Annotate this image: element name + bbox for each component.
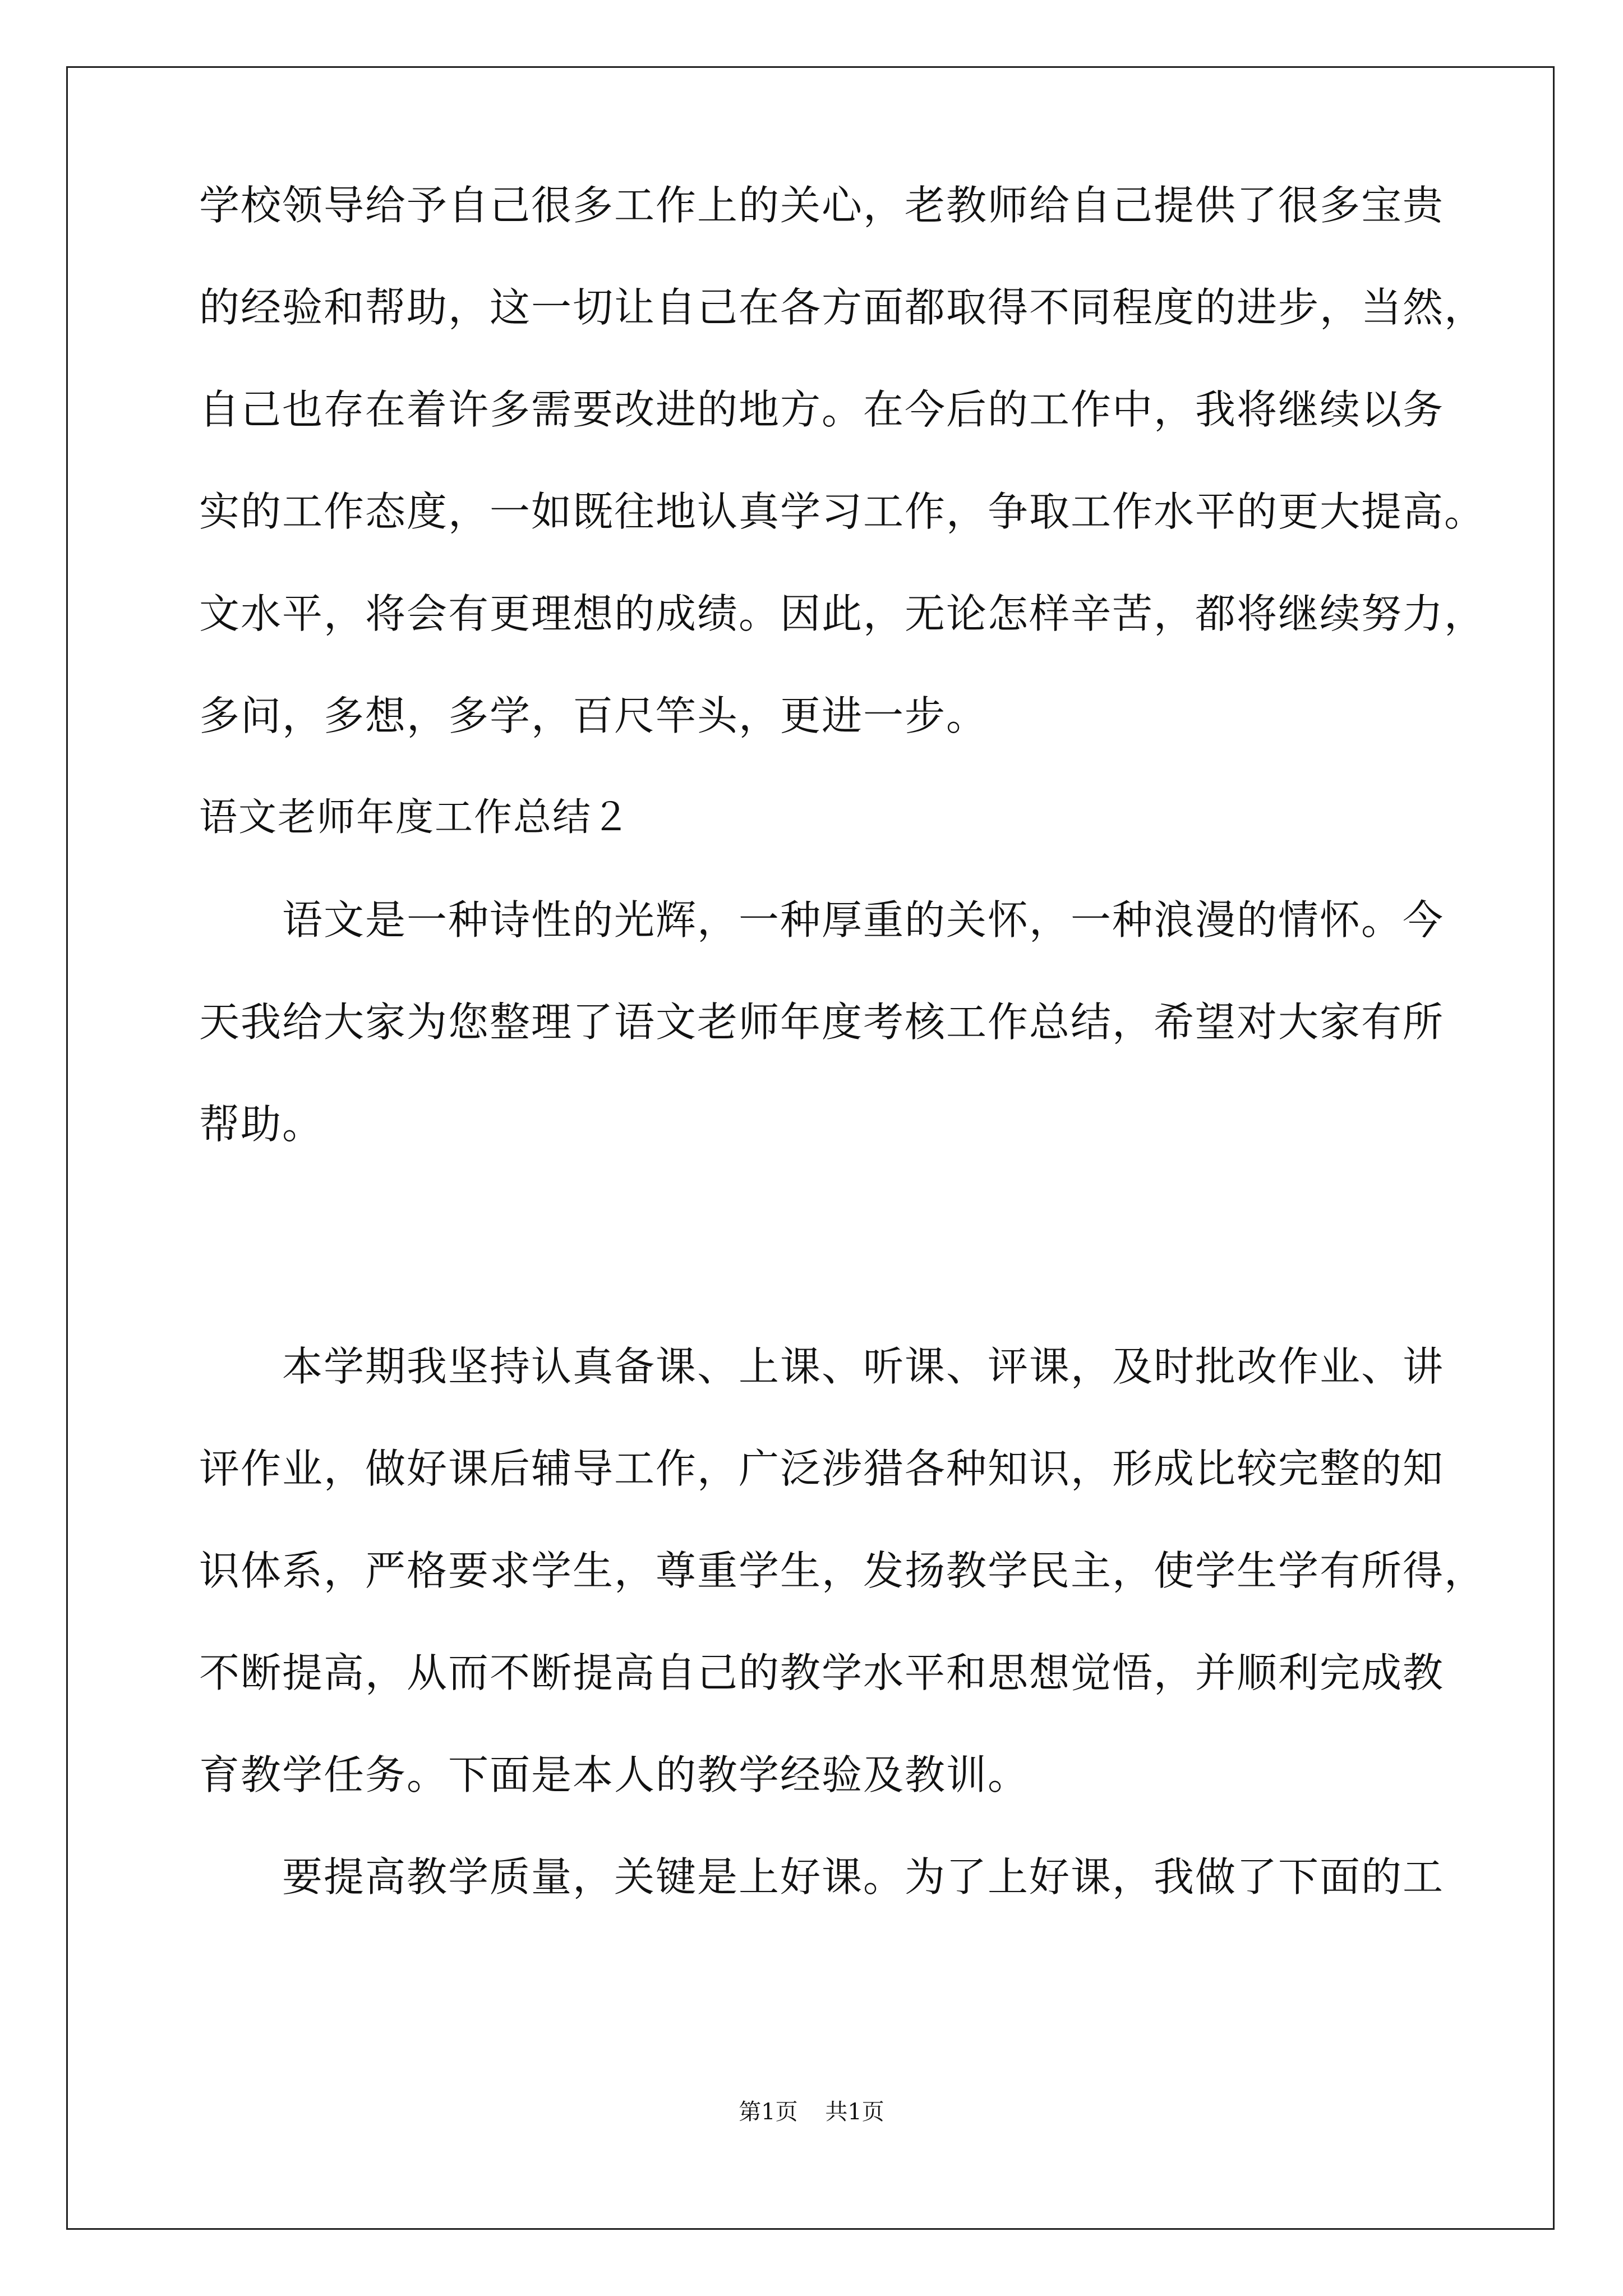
- text-line: 多问，多想，多学，百尺竿头，更进一步。: [199, 692, 988, 739]
- text-line: 本学期我坚持认真备课、上课、听课、评课，及时批改作业、讲: [282, 1343, 1445, 1390]
- text-line: 实的工作态度，一如既往地认真学习工作，争取工作水平的更大提高。: [199, 488, 1486, 535]
- text-line: 育教学任务。下面是本人的教学经验及教训。: [199, 1751, 1030, 1798]
- page-total: 共1页: [825, 2099, 884, 2125]
- text-line: 要提高教学质量，关键是上好课。为了上好课，我做了下面的工: [282, 1853, 1445, 1901]
- text-line: 不断提高，从而不断提高自己的教学水平和思想觉悟，并顺利完成教: [199, 1649, 1445, 1696]
- text-line: 识体系，严格要求学生，尊重学生，发扬教学民主，使学生学有所得，: [199, 1547, 1486, 1594]
- section-heading: 语文老师年度工作总结２: [199, 795, 631, 840]
- text-line: 的经验和帮助，这一切让自己在各方面都取得不同程度的进步，当然，: [199, 284, 1486, 331]
- text-line: 自己也存在着许多需要改进的地方。在今后的工作中，我将继续以务: [199, 386, 1445, 433]
- text-line: 评作业，做好课后辅导工作，广泛涉猎各种知识，形成比较完整的知: [199, 1445, 1445, 1492]
- text-line: 文水平，将会有更理想的成绩。因此，无论怎样辛苦，都将继续努力，: [199, 590, 1486, 637]
- page-footer: [0, 2101, 1623, 2123]
- text-line: 学校领导给予自己很多工作上的关心，老教师给自己提供了很多宝贵: [199, 182, 1445, 229]
- page-number: 第1页: [739, 2099, 798, 2125]
- text-line: 帮助。: [199, 1101, 324, 1148]
- document-body: [199, 182, 1486, 1901]
- text-line: 天我给大家为您整理了语文老师年度考核工作总结，希望对大家有所: [199, 999, 1445, 1046]
- text-line: 语文是一种诗性的光辉，一种厚重的关怀，一种浪漫的情怀。今: [282, 896, 1445, 944]
